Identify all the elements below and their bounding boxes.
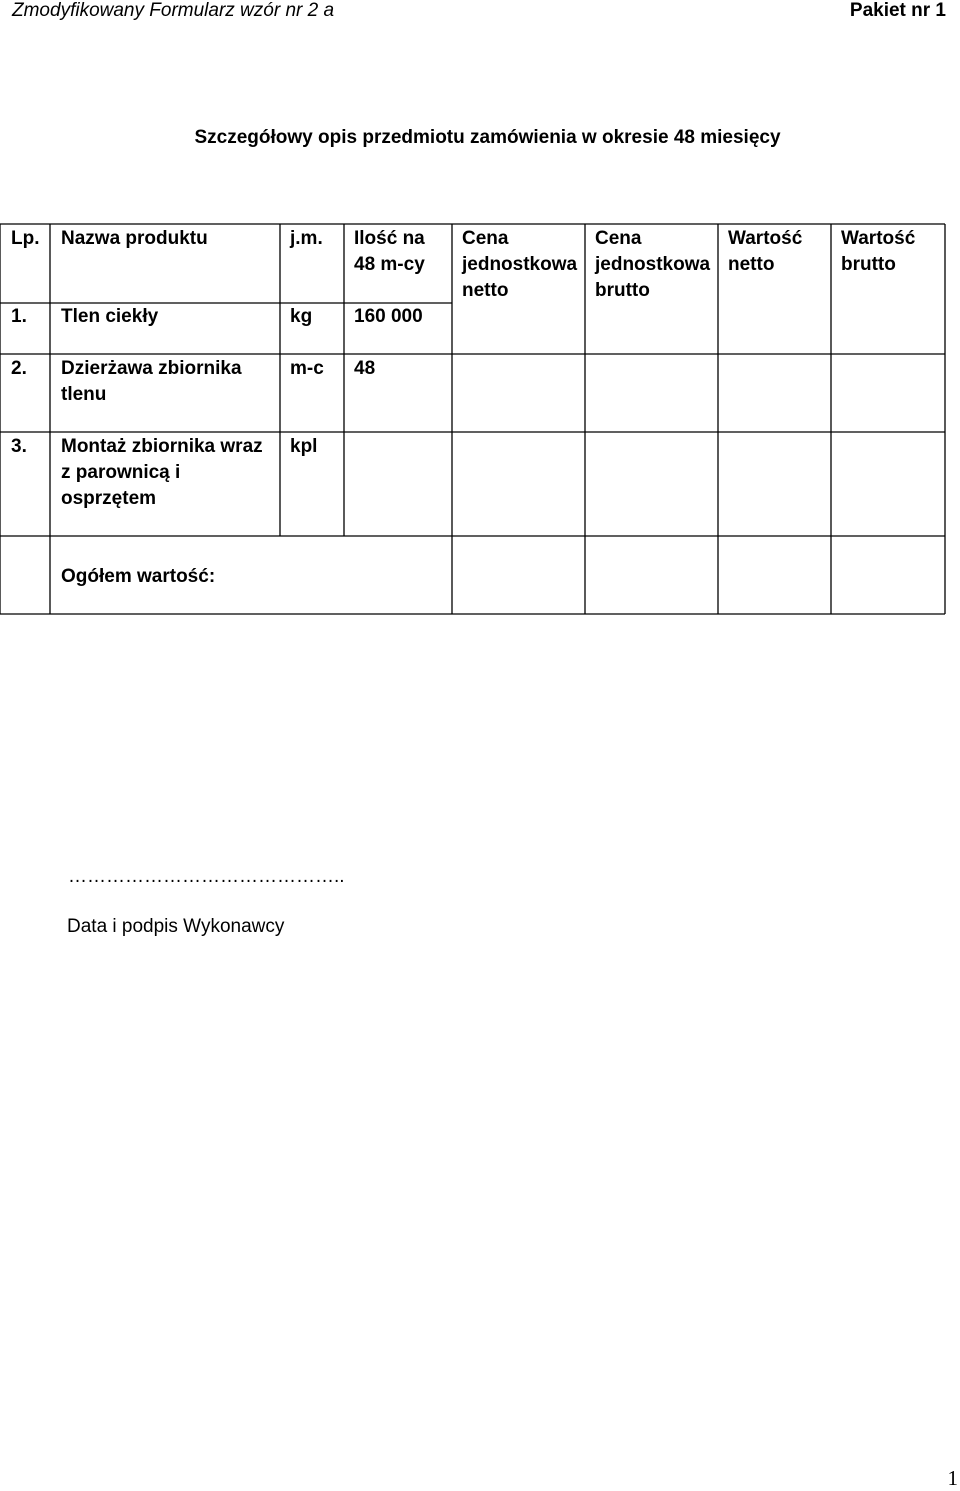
column-header-value-net: Wartość netto	[728, 228, 803, 275]
total-value-label: Ogółem wartość:	[61, 566, 216, 587]
column-header-value-gross: Wartość brutto	[841, 228, 916, 275]
row-2-lp: 2.	[11, 358, 27, 379]
row-3-unit: kpl	[290, 436, 318, 457]
row-1-quantity: 160 000	[354, 306, 423, 327]
column-header-unit-price-net: Cena jednostkowa netto	[462, 228, 578, 301]
row-1-unit: kg	[290, 306, 313, 327]
row-2-unit: m-c	[290, 358, 324, 379]
column-header-product-name: Nazwa produktu	[61, 228, 208, 249]
row-1-lp: 1.	[11, 306, 27, 327]
signature-line: ……………………………………..	[68, 866, 345, 887]
column-header-unit-price-gross: Cena jednostkowa brutto	[595, 228, 711, 301]
document-title: Szczegółowy opis przedmiotu zamówienia w okresie 48 miesięcy	[194, 127, 781, 148]
row-3-product-name: Montaż zbiornika wraz z parownicą i osprzętem	[61, 436, 263, 509]
row-2-product-name: Dzierżawa zbiornika tlenu	[61, 358, 242, 405]
row-3-lp: 3.	[11, 436, 27, 457]
row-2-quantity: 48	[354, 358, 376, 379]
column-header-lp: Lp.	[11, 228, 40, 249]
signature-label: Data i podpis Wykonawcy	[67, 916, 285, 937]
row-1-product-name: Tlen ciekły	[61, 306, 159, 327]
column-header-quantity: Ilość na 48 m-cy	[354, 228, 425, 275]
header-package-number: Pakiet nr 1	[849, 0, 946, 21]
page-number: 1	[947, 1466, 958, 1490]
column-header-unit: j.m.	[290, 228, 323, 249]
header-form-name: Zmodyfikowany Formularz wzór nr 2 a	[12, 0, 335, 21]
